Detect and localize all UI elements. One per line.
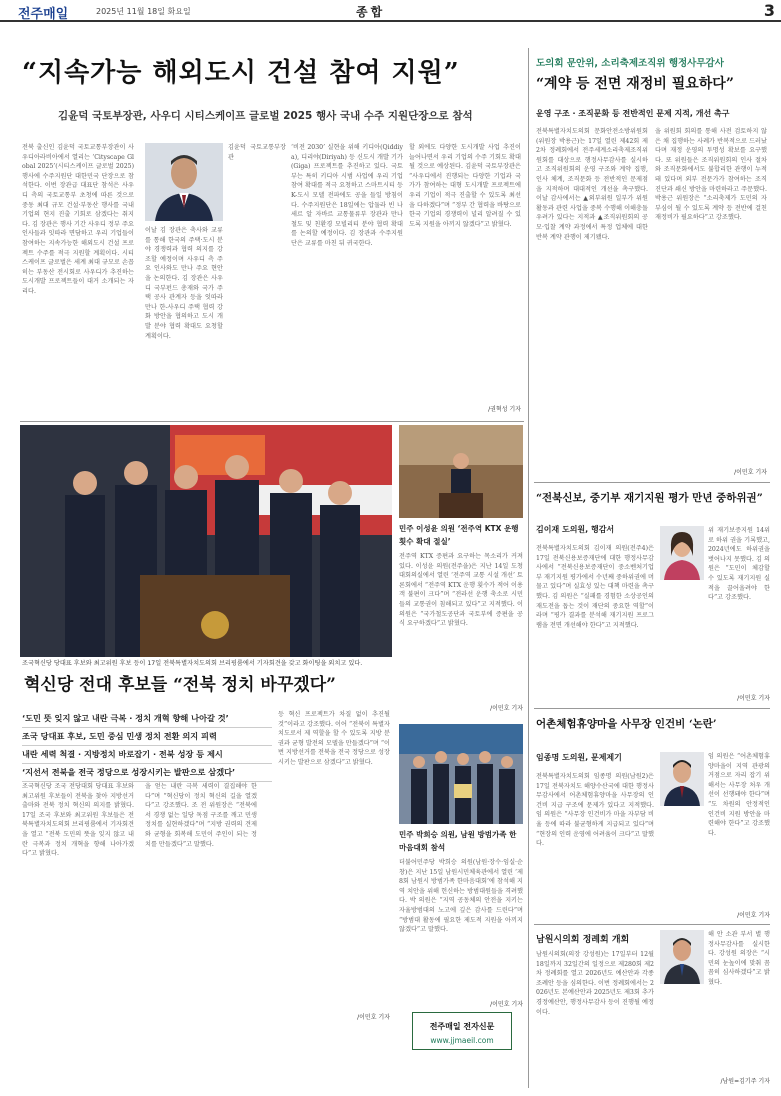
column-divider: [528, 48, 529, 1088]
right-mid2-byline: /이민호 기자: [737, 912, 770, 919]
democrat-headline: 혁신당 전대 후보들 “전북 정치 바꾸겠다”: [24, 675, 336, 695]
right-top-col1: 전북특별자치도의회 문화안전소방위원회(위원장 박용근)는 17일 열린 제42회 제2차 정례회에서 전주세계소리축제조직위원회를 대상으로 행정사무감사를 실시하고 조직위원회의 운영 구조와 계약 집행, 인사 체계, 조직문화 등 전반적인 문제점을 지적하며 대대적인 개선을 촉구했다. 이날 감사에서는 ▲외부위원 일부가 위원 활동과 관련 사업을 중복 수행해 이해충돌 우려가 있다는 지적과 ▲조직위원회의 공모·입찰 계약 과정에서 특정 업체에 대한 반복 계약 관행이 제기됐다.: [536, 128, 648, 241]
lee-seongyun-headline: 민주 이성윤 의원 ‘전주역 KTX 운행 횟수 확대 절실’: [399, 524, 519, 546]
right-bottom-headline: 남원시의회 정례회 개회: [536, 935, 630, 945]
e-paper-title: 전주매일 전자신문: [429, 1022, 495, 1031]
democrat-subhead-1: ‘도민 뜻 잊지 않고 내란 극복 · 정치 개혁 향해 나아갈 것’: [22, 710, 272, 728]
park-heeseung-byline: /이민호 기자: [490, 1001, 523, 1008]
right-divider-3: [534, 924, 770, 925]
lim-jongmyeong-photo: [660, 752, 704, 806]
right-mid-byline: /이민호 기자: [737, 695, 770, 702]
right-mid2-headline: 어촌체험휴양마을 사무장 인건비 ‘논란’: [536, 718, 717, 730]
democrat-subhead-4: ‘지선서 전북을 전국 정당으로 성장시키는 발판으로 삼겠다’: [22, 764, 272, 782]
press-photo-caption: 조국혁신당 당대표 후보와 최고위원 후보 등이 17일 전북특별자치도의회 브리핑룸에서 기자회견을 갖고 화이팅을 외치고 있다.: [22, 660, 363, 667]
right-top-byline: /이민호 기자: [734, 469, 767, 476]
main-story-col2: 이날 김 장관은 축사와 교류를 통해 한국의 주택·도시 분야 경쟁력과 협력 의지를 강조할 예정이며 사우디 측 주요 인사와도 만나 주요 현안을 논의한다. 김 장관은 사우디 국부펀드 총재와 국가 주택 공사 관계자 등을 잇따라 만나 한-사우디 주택 협력 강화 방안을 협의하고 도시 개발 분야 협력 확대도 요청할 계획이다.: [145, 227, 223, 340]
right-mid2-body-left: 전북특별자치도의회 임종명 의원(남원2)은 17일 전북자치도 해양수산국에 대한 행정사무감사에서 어촌체험휴양마을 사무장의 인건비 지급 구조에 문제가 있다고 지적했다. 임 의원은 “사무장 인건비가 마을 자부담 비율 등에 따라 불균형하게 지급되고 있다”며 “현장의 인력 운영에 어려움이 크다”고 말했다.: [536, 773, 654, 848]
democrat-subhead-2: 조국 당대표 후보, 도민 중심 민생 정치 전환 의지 피력: [22, 728, 272, 746]
right-divider-2: [534, 708, 770, 709]
right-top-kicker: 도의회 문안위, 소리축제조직위 행정사무감사: [536, 58, 724, 69]
press-conference-image: [20, 425, 392, 657]
row-divider-top: [20, 421, 524, 422]
kim-ijae-photo: [660, 526, 704, 580]
main-headline: “지속가능 해외도시 건설 참여 지원”: [22, 58, 460, 88]
lee-seongyun-body: 전주역 KTX 증편과 요구하는 목소리가 커져 있다. 이성윤 의원(전주을)은 지난 14일 도청 대회의실에서 열린 ‘전주역 교통 시설 개선’ 토론회에서 “전주역 KTX 운행 횟수가 적어 이용객 불편이 크다”며 “전라선 운행 축소로 시민들의 교통권이 침해되고 있다”고 지적했다. 이 의원은 “국가철도공단과 국토부에 증편을 공식 요구하겠다”고 밝혔다.: [399, 553, 523, 628]
park-heeseung-photo: [399, 724, 523, 824]
lee-seongyun-photo: [399, 425, 523, 518]
portrait-icon: [660, 930, 704, 984]
democrat-byline: /이민호 기자: [357, 1014, 390, 1021]
main-story-col1: 전북 출신인 김윤덕 국토교통부장관이 사우디아라비아에서 열리는 ‘Cityscape Global 2025’(시티스케이프 글로벌 2025) 행사에 수주지원단 대한민국 단장으로 참석한다. 이번 장관급 대표단 참석은 사우디 측의 국토교통부 초청에 따른 것으로 중동 최대 규모 건설·부동산 행사를 국내 기업의 현지 진출 기회로 삼겠다는 취지다. 김 장관은 행사 기간 사우디 정부 주요 인사들과 잇따라 면담하고 우리 기업들이 참여하는 지속가능한 해외도시 건설 프로젝트 수주를 적극 지원할 계획이다. 시티스케이프 글로벌은 세계 최대 규모로 손꼽히는 부동산 전시회로 사우디가 추진하는 도시개발 프로젝트들이 대거 소개되는 자리다.: [22, 144, 134, 295]
main-story-col3: ‘비전 2030’ 실현을 위해 키디아(Qiddiya), 디리야(Diriyah) 등 신도시 개발 기가(Giga) 프로젝트를 추진하고 있다. 국토부는 특히 키디아 시범 사업에 우리 기업 참여 확대를 적극 요청하고 스마트시티 등 K-도시 모델 전파에도 공을 들일 방침이다. 수주지원단은 18일에는 압둘라 빈 나세르 알 자바르 교통물류부 장관과 만나 철도 및 친환경 모빌리티 분야 협력 확대를 논의할 예정이다. 김 장관과 수주지원단은 교류를 마친 뒤 귀국한다.: [291, 144, 403, 247]
main-story-col2b: 김윤덕 국토교통부장관: [228, 144, 286, 161]
right-bottom-byline: /남원=김기주 기자: [720, 1078, 770, 1085]
masthead: [0, 0, 781, 22]
right-bottom-body-left: 남원시의회(의장 강성원)는 17일부터 12월 18일까지 32일간의 일정으로 제280회 제2차 정례회를 열고 2026년도 예산안과 각종 조례안 등을 심의한다. 이번 정례회에서는 2026년도 본예산안과 2025년도 제3회 추가경정예산안, 행정사무감사 등이 진행될 예정이다.: [536, 951, 654, 1016]
section-title: 종합: [356, 5, 386, 19]
right-mid2-body-right: 임 의원은 “어촌체험휴양마을이 지역 관광의 거점으로 자리 잡기 위해서는 사무장 처우 개선이 선행돼야 한다”며 “도 차원의 안정적인 인건비 지원 방안을 마련해야 한다”고 강조했다.: [708, 753, 770, 837]
lee-seongyun-byline: /이민호 기자: [490, 705, 523, 712]
democrat-col2: 을 얻는 내란 극복 세력이 결집해야 한다”며 “혁신당이 정치 혁신의 길을 열겠다”고 강조했다. 조 전 위원장은 “전북에서 경쟁 없는 일당 독점 구조를 깨고 민생 정치를 실현하겠다”며 “지방 권력의 견제와 균형을 회복해 도민이 주인이 되는 정치를 만들겠다”고 말했다.: [145, 783, 257, 848]
portrait-icon: [660, 752, 704, 806]
right-mid-body-right: 위 재기보증지원 14위로 하위 권을 기록했고, 2024년에도 하위권을 벗어나지 못했다. 김 의원은 “도민이 체감할 수 있도록 재기지원 실적을 끌어올려야 한다”고 강조했다.: [708, 527, 770, 602]
speaker-image: [399, 425, 523, 518]
right-mid-body-left: 전북특별자치도의회 김이재 의원(전주4)은 17일 전북신용보증재단에 대한 행정사무감사에서 “전북신용보증재단이 중소벤처기업부 재기지원 평가에서 수년째 중하위권에 머물고 있다”며 실효성 있는 대책 마련을 촉구했다. 김 의원은 “실패를 경험한 소상공인의 재도전을 돕는 것이 재단의 중요한 역할”이라며 “평가 결과를 분석해 재기지원 프로그램을 전면 개선해야 한다”고 지적했다.: [536, 545, 654, 629]
page-number: 3: [763, 1, 775, 20]
right-mid2-reporter: 임종명 도의원, 문제제기: [536, 753, 622, 762]
kang-seongwon-photo: [660, 930, 704, 984]
park-heeseung-body: 더불어민주당 박희승 의원(남원·장수·임실·순창)은 지난 15일 남원시민체육관에서 열린 ‘제8회 남원시 방범가족 한마음대회’에 참석해 지역 치안을 위해 헌신하는 방범대원들을 격려했다. 박 의원은 “지역 공동체의 안전을 지키는 자율방범대의 노고에 깊은 감사를 드린다”며 “방범대 활동에 필요한 제도적 지원을 아끼지 않겠다”고 말했다.: [399, 859, 523, 934]
portrait-icon: [660, 526, 704, 580]
press-conference-photo: [20, 425, 392, 657]
portrait-icon: [145, 143, 223, 221]
main-subhead: 김윤덕 국토부장관, 사우디 시티스케이프 글로벌 2025 행사 국내 수주 지원단장으로 참석: [58, 110, 473, 122]
right-divider-1: [534, 482, 770, 483]
right-mid-headline: “전북신보, 중기부 재기지원 평가 만년 중하위권”: [536, 492, 763, 504]
e-paper-url[interactable]: www.jjmaeil.com: [430, 1036, 494, 1045]
right-top-col2: 을 위원회 회의를 통해 사전 검토하지 않은 채 집행하는 사례가 반복적으로 드러났다며 재정 운영의 투명성 확보를 요구했다. 또 위원들은 조직위원회의 인사 절차와 조직문화에서도 불합리한 관행이 누적돼 있다며 외부 전문가가 참여하는 조직 진단과 쇄신 방안을 마련하라고 주문했다. 박용근 위원장은 “소리축제가 도민의 자부심이 될 수 있도록 계약 등 전반에 걸친 재정비가 필요하다”고 강조했다.: [655, 128, 767, 222]
minister-photo: [145, 143, 223, 221]
award-group-image: [399, 724, 523, 824]
democrat-col1: 조국혁신당 조국 전당대회 당대표 후보와 최고위원 후보들이 전북을 찾아 지방선거 출마와 전북 정치 혁신의 의지를 밝혔다. 17일 조국 후보와 최고위원 후보들은 전북특별자치도의회 브리핑룸에서 기자회견을 열고 “전북 도민의 뜻을 잊지 않고 내란 극복과 정치 개혁을 향해 나아가겠다”고 밝혔다.: [22, 783, 134, 858]
democrat-subheads: [22, 710, 272, 782]
democrat-subhead-3: 내란 세력 척결 · 지방정치 바로잡기 · 전북 성장 등 제시: [22, 746, 272, 764]
main-story-byline: /권혁성 기자: [488, 406, 521, 413]
e-paper-ad[interactable]: [412, 1012, 512, 1050]
right-bottom-body-right: 해 안 소관 부서 별 행정사무감사를 실시한다. 강성원 의장은 “시민의 눈높이에 맞춰 꼼꼼히 심사하겠다”고 밝혔다.: [708, 931, 770, 986]
democrat-col3: 등 혁신 프로젝트가 차질 없이 추진될 것”이라고 강조했다. 이어 “전북이 특별자치도로서 제 역할을 할 수 있도록 지방 분권과 균형 발전의 모델을 만들겠다”며 “이번 지방선거를 전북을 전국 정당으로 성장시키는 발판으로 삼겠다”고 밝혔다.: [278, 711, 390, 766]
right-top-headline: “계약 등 전면 재정비 필요하다”: [536, 76, 734, 92]
paper-name: 전주매일: [18, 7, 69, 22]
right-top-subhead: 운영 구조 · 조직문화 등 전반적인 문제 지적, 개선 촉구: [536, 109, 730, 118]
issue-date: 2025년 11월 18일 화요일: [96, 7, 191, 16]
park-heeseung-headline: 민주 박희승 의원, 남원 방범가족 한마음대회 참석: [399, 830, 517, 852]
right-mid-reporter: 김이재 도의원, 행감서: [536, 525, 615, 534]
main-story-col4: 할 외에도 다양한 도시개발 사업 추진이 늘어나면서 우리 기업의 수주 기회도 확대될 것으로 예상된다. 김윤덕 국토부장관은 “사우디에서 진행되는 다양한 기업과 국가가 참여하는 대형 도시개발 프로젝트에 우리 기업이 적극 진출할 수 있도록 최선을 다하겠다”며 “정부 간 협력을 바탕으로 한국 기업의 경쟁력이 널리 알려질 수 있도록 지원을 아끼지 않겠다”고 밝혔다.: [409, 144, 521, 228]
